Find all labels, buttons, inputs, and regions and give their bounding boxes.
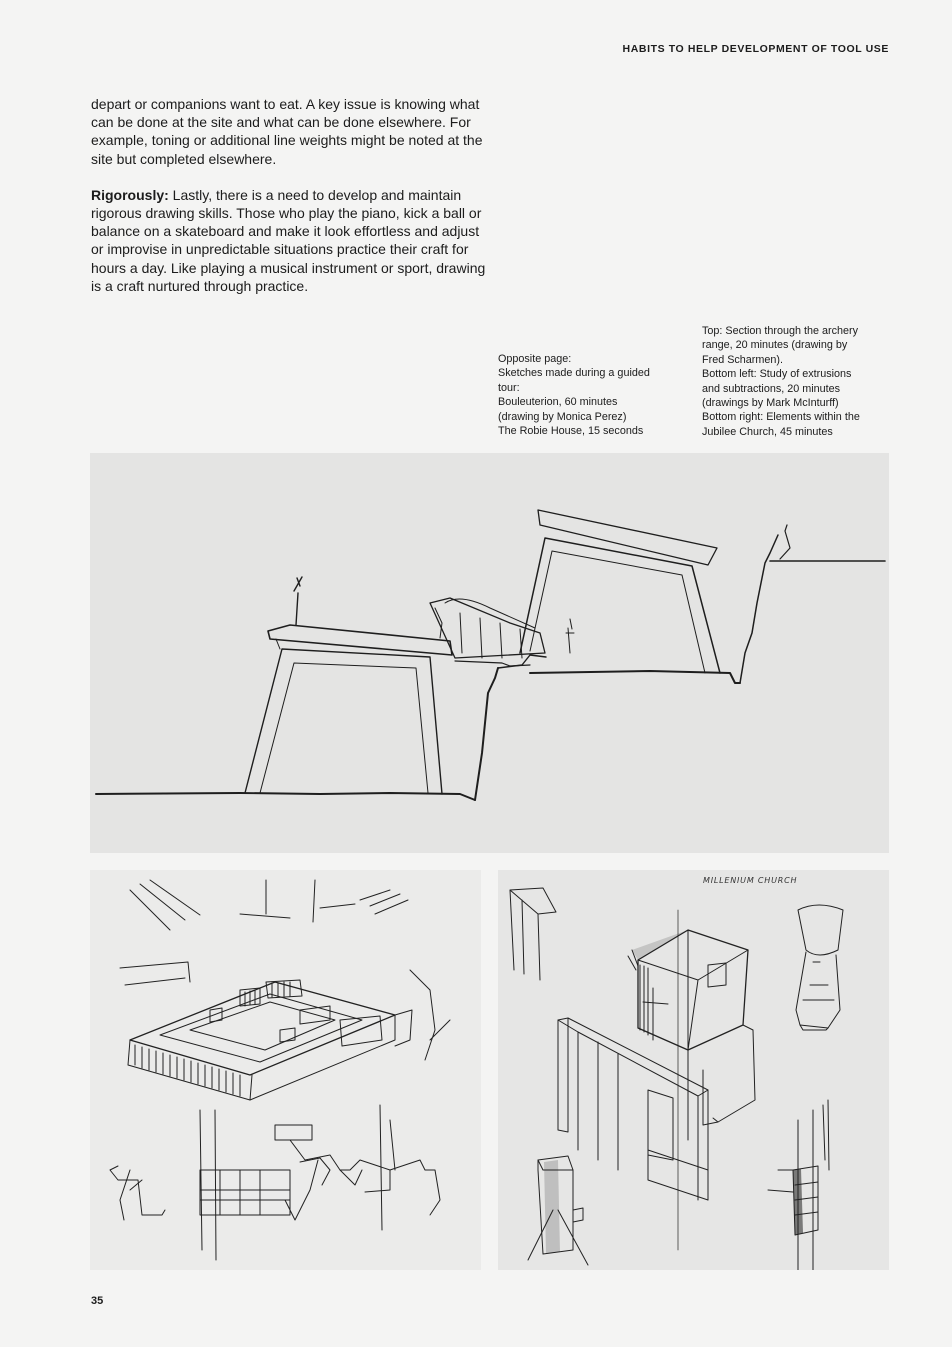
caption-right-line: (drawings by Mark McInturff) xyxy=(702,397,839,410)
caption-left-line: Bouleuterion, 60 minutes xyxy=(498,396,618,409)
figure-jubilee-church xyxy=(498,870,889,1270)
paragraph-1: depart or companions want to eat. A key issue is knowing what can be done at the site and what can be done elsewhere. For example, toning or additional line weights might be noted at the site but completed elsewhere. xyxy=(91,96,483,167)
caption-right-line: range, 20 minutes (drawing by xyxy=(702,339,848,352)
caption-left xyxy=(498,352,650,438)
caption-left-line: The Robie House, 15 seconds xyxy=(498,425,644,438)
caption-left-line: Sketches made during a guided xyxy=(498,367,650,380)
jubilee-church-sketch xyxy=(498,870,889,1270)
paragraph-2-text: Lastly, there is a need to develop and maintain rigorous drawing skills. Those who play the piano, kick a ball or balance on a skateboard and make it look effortless and adjust or improvise in unpredictable situations practice their craft for hours a day. Like playing a musical instrument or sport, drawing is a craft nurtured through practice. xyxy=(91,186,486,294)
caption-right-line: Top: Section through the archery xyxy=(702,325,859,337)
caption-right-line: Jubilee Church, 45 minutes xyxy=(702,425,833,438)
body-text xyxy=(91,95,486,313)
figure-archery-section xyxy=(90,453,889,853)
caption-right-line: Bottom right: Elements within the xyxy=(702,411,860,424)
caption-left-line: (drawing by Monica Perez) xyxy=(498,410,627,423)
caption-right-line: Bottom left: Study of extrusions xyxy=(702,368,852,381)
running-head: HABITS TO HELP DEVELOPMENT OF TOOL USE xyxy=(622,43,889,55)
paragraph-2 xyxy=(91,186,486,295)
bouleuterion-sketch xyxy=(90,870,481,1270)
page-number: 35 xyxy=(91,1295,104,1307)
sketch-label: MILLENIUM CHURCH xyxy=(703,876,798,885)
caption-right-line: Fred Scharmen). xyxy=(702,353,784,366)
caption-right-line: and subtractions, 20 minutes xyxy=(702,382,841,395)
paragraph-2-lead: Rigorously: xyxy=(91,186,169,203)
caption-right xyxy=(702,324,860,439)
caption-left-line: Opposite page: xyxy=(498,353,572,365)
archery-section-sketch xyxy=(90,453,889,853)
figure-bouleuterion xyxy=(90,870,481,1270)
caption-left-line: tour: xyxy=(498,381,520,394)
